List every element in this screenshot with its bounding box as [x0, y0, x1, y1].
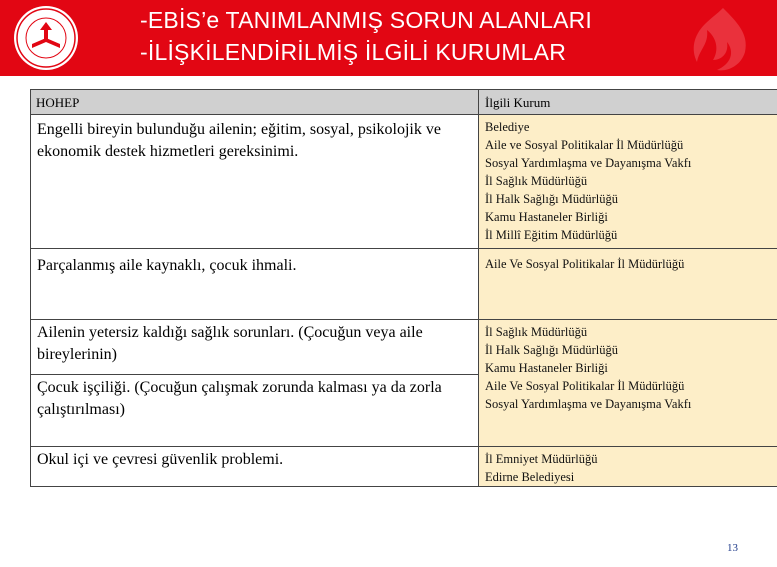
problem-cell	[31, 320, 479, 447]
institution-item: Kamu Hastaneler Birliği	[485, 361, 608, 375]
flame-watermark-icon	[683, 4, 759, 76]
problem-text: Çocuk işçiliği. (Çocuğun çalışmak zorunda kalması ya da zorla çalıştırılması)	[31, 374, 478, 421]
problem-cell	[31, 115, 479, 249]
problem-text: Okul içi ve çevresi güvenlik problemi.	[37, 451, 284, 468]
institution-item: İl Millî Eğitim Müdürlüğü	[485, 228, 618, 242]
institution-cell	[479, 320, 777, 447]
problem-cell	[31, 447, 479, 487]
header-cell-hohep	[31, 90, 479, 115]
institution-item: Edirne Belediyesi	[485, 470, 575, 484]
institution-item: Kamu Hastaneler Birliği	[485, 210, 608, 224]
table-row	[31, 249, 777, 320]
institution-item: Sosyal Yardımlaşma ve Dayanışma Vakfı	[485, 156, 692, 170]
table-row	[31, 447, 777, 487]
institution-cell	[479, 249, 777, 320]
ministry-logo	[10, 4, 82, 72]
institution-list	[479, 115, 777, 244]
table-row	[31, 320, 777, 447]
institution-list	[479, 249, 777, 273]
header-hohep: HOHEP	[36, 95, 80, 110]
header-institution: İlgili Kurum	[485, 95, 551, 110]
table-header-row	[31, 90, 777, 115]
institutions-table	[30, 89, 777, 487]
header-cell-institution	[479, 90, 777, 115]
institution-item: Aile Ve Sosyal Politikalar İl Müdürlüğü	[485, 257, 685, 271]
institution-item: Belediye	[485, 120, 530, 134]
institution-item: İl Sağlık Müdürlüğü	[485, 325, 588, 339]
institution-list	[479, 320, 777, 413]
institution-item: Sosyal Yardımlaşma ve Dayanışma Vakfı	[485, 397, 692, 411]
problem-cell	[31, 249, 479, 320]
institution-item: Aile ve Sosyal Politikalar İl Müdürlüğü	[485, 138, 684, 152]
header-bar	[0, 0, 777, 76]
institution-item: İl Halk Sağlığı Müdürlüğü	[485, 343, 618, 357]
problem-text: Ailenin yetersiz kaldığı sağlık sorunları. (Çocuğun veya aile bireylerinin)	[37, 324, 423, 363]
institution-item: Aile Ve Sosyal Politikalar İl Müdürlüğü	[485, 379, 685, 393]
problem-text: Parçalanmış aile kaynaklı, çocuk ihmali.	[37, 257, 297, 274]
title-line-1: -EBİS’e TANIMLANMIŞ SORUN ALANLARI	[140, 7, 593, 33]
table-row	[31, 115, 777, 249]
institution-list	[479, 447, 777, 486]
institution-item: İl Halk Sağlığı Müdürlüğü	[485, 192, 618, 206]
title-line-2: -İLİŞKİLENDİRİLMİŞ İLGİLİ KURUMLAR	[140, 39, 567, 65]
institution-item: İl Sağlık Müdürlüğü	[485, 174, 588, 188]
institution-item: İl Emniyet Müdürlüğü	[485, 452, 598, 466]
institution-cell	[479, 447, 777, 487]
page-number: 13	[727, 542, 738, 554]
problem-text: Engelli bireyin bulunduğu ailenin; eğitim, sosyal, psikolojik ve ekonomik destek hizmetleri gereksinimi.	[37, 121, 441, 160]
institution-cell	[479, 115, 777, 249]
